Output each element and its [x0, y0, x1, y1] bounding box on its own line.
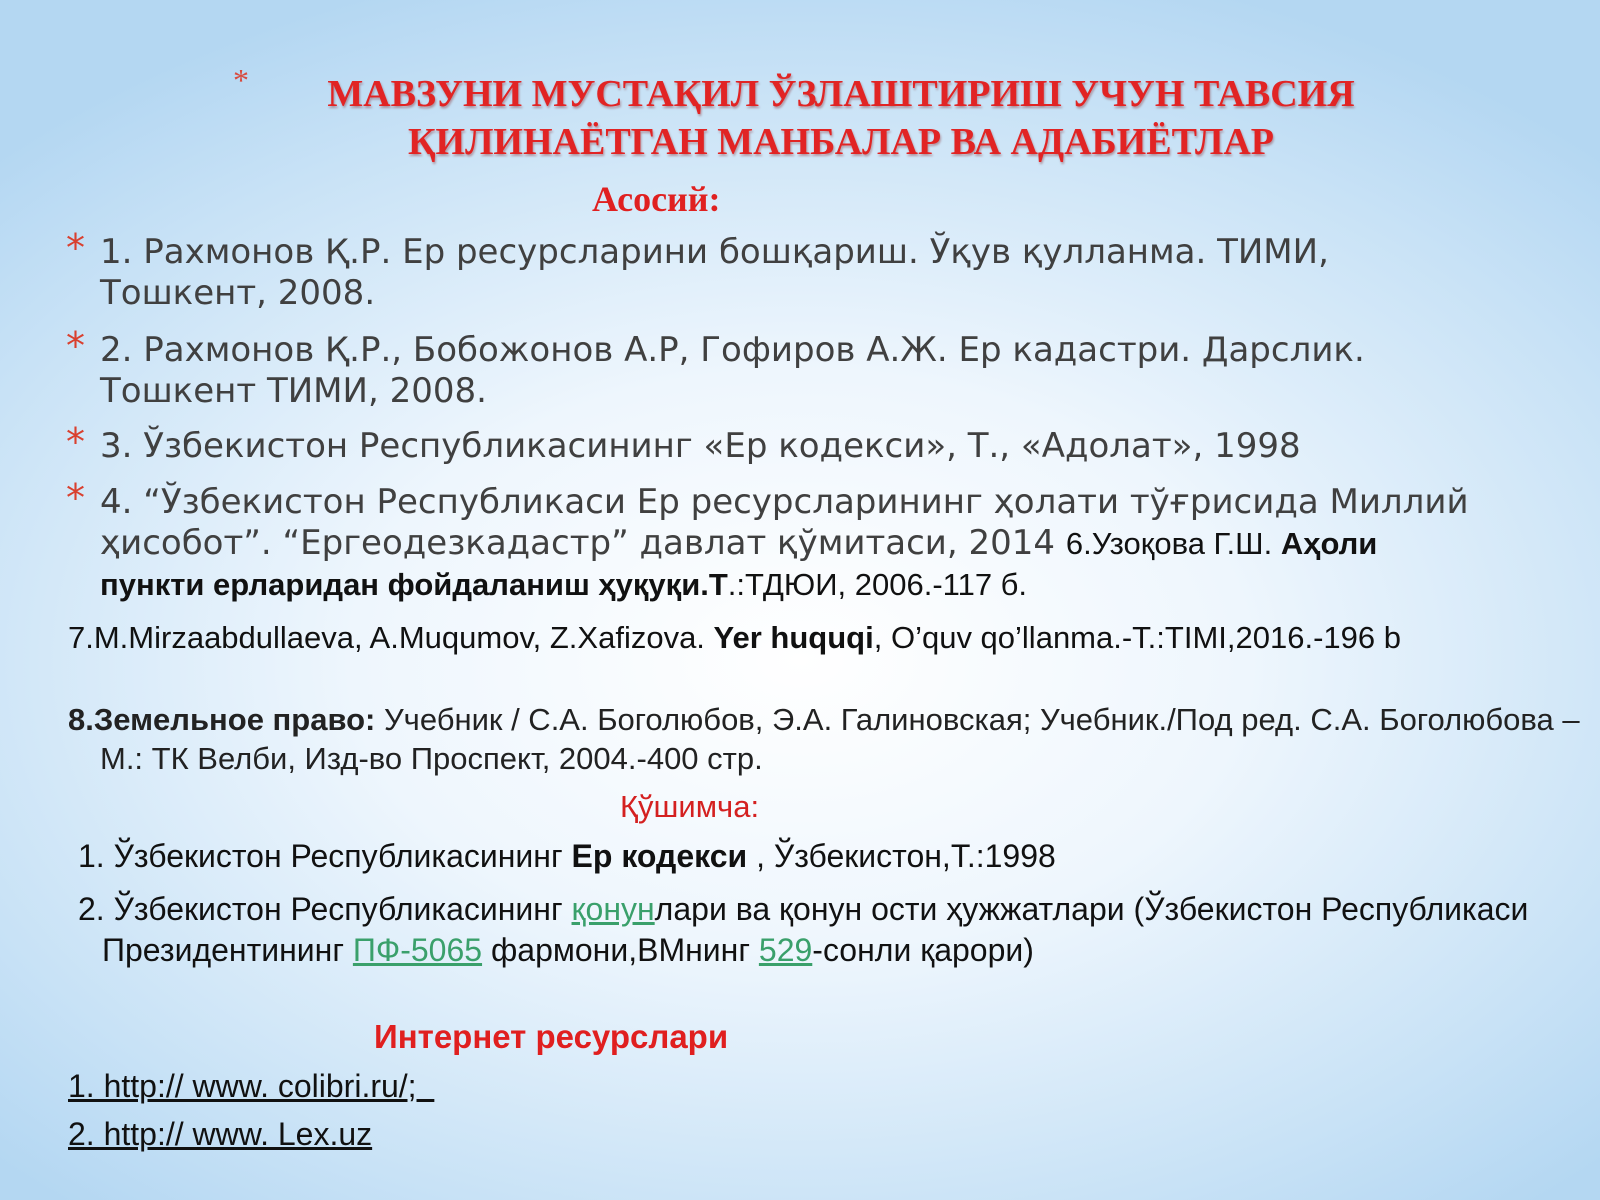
list-item-text: ҳисобот”. “Ергеодезкадастр” давлат қўмитаси, 2014 [100, 523, 1066, 563]
list-item-bold-text: пункти ерларидан фойдаланиш ҳуқуқи.Т [100, 567, 728, 602]
additional-text: фармони,ВМнинг [482, 932, 759, 968]
list-item [100, 426, 1540, 467]
reference-8 [68, 700, 1580, 778]
additional-text: -сонли қарори) [812, 932, 1034, 968]
list-item-line: 3. Ўзбекистон Республикасининг «Ер кодекси», Т., «Адолат», 1998 [100, 426, 1301, 466]
reference-bold-title: Yer huquqi [713, 620, 874, 655]
resolution-529-link[interactable]: 529 [758, 932, 813, 968]
bullet-star-icon: * [66, 420, 85, 464]
list-item [100, 232, 1540, 314]
list-item-text: .:ТДЮИ, 2006.-117 б. [727, 567, 1028, 602]
additional-text: 2. Ўзбекистон Республикасининг [78, 891, 572, 927]
page-title-line-1: МАВЗУНИ МУСТАҚИЛ ЎЗЛАШТИРИШ УЧУН ТАВСИЯ [327, 73, 1355, 115]
additional-bold-text: Ер кодекси [571, 838, 748, 874]
list-item-line: 4. “Ўзбекистон Республикаси Ер ресурсларининг ҳолати тўғрисида Миллий [100, 482, 1469, 522]
laws-link[interactable]: қонун [571, 891, 655, 927]
additional-section-heading: Қўшимча: [620, 789, 760, 824]
additional-text: 1. Ўзбекистон Республикасининг [78, 838, 572, 874]
list-item-line: Тошкент, 2008. [100, 273, 376, 313]
additional-item-1 [78, 836, 1572, 877]
additional-text: , Ўзбекистон,Т.:1998 [747, 838, 1056, 874]
url-link-lex[interactable]: 2. http:// www. Lex.uz [68, 1116, 373, 1152]
list-item-text: 6.Узоқова Г.Ш. [1065, 526, 1281, 561]
additional-text: лари ва қонун ости ҳужжатлари (Ўзбекистон Республикаси Президентининг [102, 891, 1529, 968]
bullet-star-icon: * [66, 476, 85, 520]
decree-pf-5065-link[interactable]: ПФ-5065 [352, 932, 483, 968]
url-link-colibri[interactable]: 1. http:// www. colibri.ru/; [68, 1068, 435, 1104]
additional-item-2 [78, 889, 1572, 971]
list-item-line: Тошкент ТИМИ, 2008. [100, 371, 487, 411]
reference-text: , O’quv qo’llanma.-T.:TIMI,2016.-196 b [873, 620, 1401, 655]
list-item-line: 1. Рахмонов Қ.Р. Ер ресурсларини бошқариш. Ўқув қулланма. ТИМИ, [100, 232, 1329, 272]
list-item [100, 330, 1540, 412]
page-title-line-2: ҚИЛИНАЁТГАН МАНБАЛАР ВА АДАБИЁТЛАР [408, 121, 1274, 163]
reference-bold-title: 8.Земельное право: [68, 702, 376, 737]
list-item-line [100, 523, 1540, 564]
reference-text: Учебник / С.А. Боголюбов, Э.А. Галиновская; Учебник./Под ред. С.А. Боголюбова – М.: ТК Велби, Изд-во Проспект, 2004.-400 стр. [100, 702, 1580, 776]
reference-text: 7.M.Mirzaabdullaeva, A.Muqumov, Z.Xafizova. [68, 620, 714, 655]
bullet-star-icon: * [66, 324, 85, 368]
reference-7 [68, 618, 1580, 657]
list-item-bold-text: Аҳоли [1280, 526, 1378, 561]
title-bullet-icon: * [233, 62, 249, 98]
list-item-line [100, 564, 1540, 605]
list-item [100, 482, 1540, 605]
main-section-heading: Асосий: [592, 179, 721, 219]
bullet-star-icon: * [66, 226, 85, 270]
internet-resources-heading: Интернет ресурслари [374, 1018, 729, 1055]
list-item-line: 2. Рахмонов Қ.Р., Бобожонов А.Р, Гофиров А.Ж. Ер кадастри. Дарслик. [100, 330, 1365, 370]
